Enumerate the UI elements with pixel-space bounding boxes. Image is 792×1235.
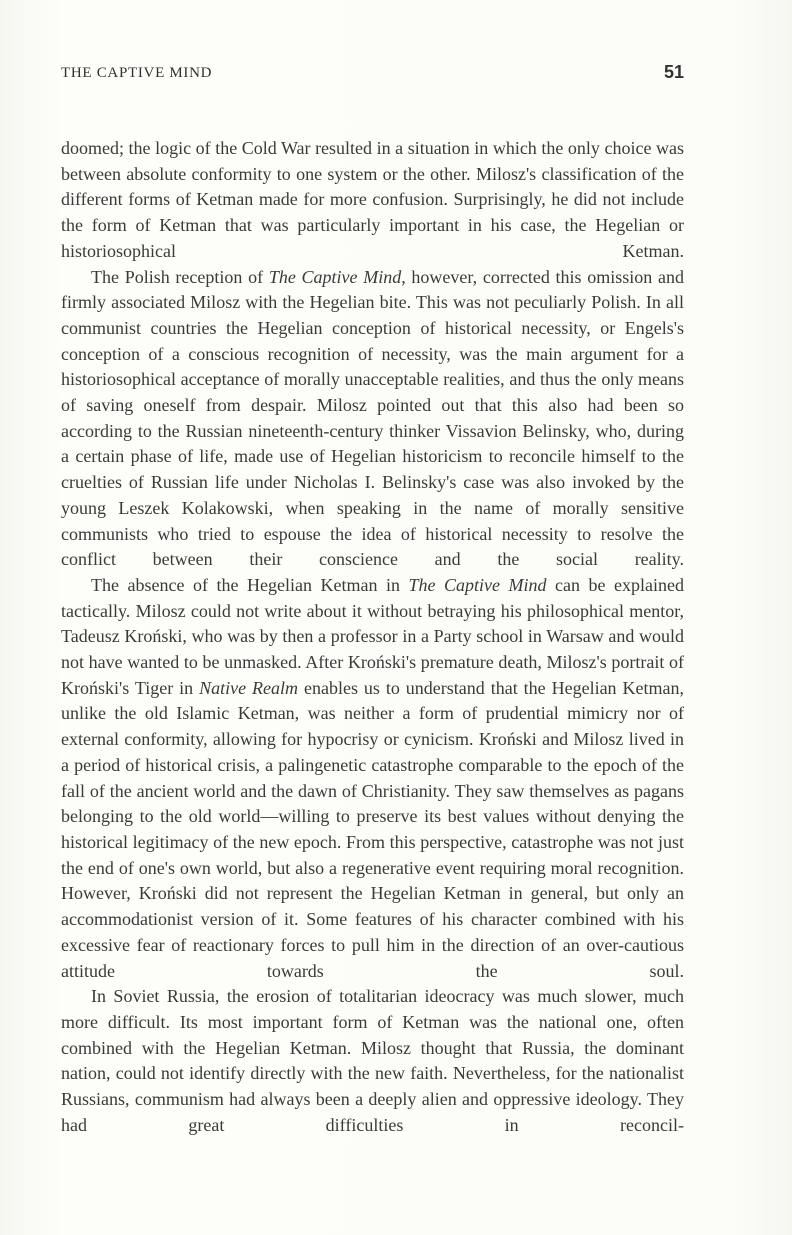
body-text <box>61 136 684 1138</box>
paragraph-3-text-rest: enables us to understand that the Hegelian Ketman, unlike the old Islamic Ketman, was neither a form of prudential mimicry nor of external conformity, allowing for hypocrisy or cynicism. Kroński and Milosz lived in a period of historical crisis, a palingenetic catastrophe comparable to the epoch of the fall of the ancient world and the dawn of Christianity. They saw themselves as pagans belonging to the old world—willing to preserve its best values without denying the historical legitimacy of the new epoch. From this perspective, catastrophe was not just the end of one's own world, but also a regenerative event requiring moral recognition. However, Kroński did not represent the Hegelian Ketman in general, but only an accommodationist version of it. Some features of his character combined with his excessive fear of reactionary forces to pull him in the direction of an over-cautious attitude towards the soul. <box>61 677 684 981</box>
paragraph-3 <box>61 573 684 984</box>
page-header <box>61 62 684 88</box>
paragraph-3-text-middle: can be explained tactically. Milosz could not write about it without betraying his philosophical mentor, Tadeusz Kroński, who was by then a professor in a Party school in Warsaw and would not have wanted to be unmasked. After Kroński's premature death, Milosz's portrait of Kroński's Tiger in <box>61 574 684 698</box>
book-title-italic: Native Realm <box>199 677 299 698</box>
paragraph-2-text-start: The Polish reception of <box>91 266 269 287</box>
paragraph-1-text: doomed; the logic of the Cold War resulted in a situation in which the only choice was between absolute conformity to one system or the other. Milosz's classification of the different forms of Ketman made for more confusion. Surprisingly, he did not include the form of Ketman that was particularly important in his case, the Hegelian or historiosophical Ketman. <box>61 138 684 261</box>
running-title: THE CAPTIVE MIND <box>61 65 213 81</box>
book-title-italic: The Captive Mind <box>408 574 547 595</box>
paragraph-2 <box>61 265 684 573</box>
paragraph-2-text-rest: , however, corrected this omission and firmly associated Milosz with the Hegelian bite. This was not peculiarly Polish. In all communist countries the Hegelian conception of historical necessity, or Engels's conception of a conscious recognition of necessity, was the main argument for a historiosophical acceptance of morally unacceptable realities, and thus the only means of saving oneself from despair. Milosz pointed out that this also had been so according to the Russian nineteenth-century thinker Vissavion Belinsky, who, during a certain phase of life, made use of Hegelian historicism to reconcile himself to the cruelties of Russian life under Nicholas I. Belinsky's case was also invoked by the young Leszek Kolakowski, when speaking in the name of morally sensitive communists who tried to espouse the idea of historical necessity to resolve the conflict between their conscience and the social reality. <box>61 266 684 570</box>
paragraph-1 <box>61 136 684 265</box>
paragraph-3-text-start: The absence of the Hegelian Ketman in <box>91 574 409 595</box>
paragraph-4 <box>61 984 684 1138</box>
page-number: 51 <box>663 62 684 82</box>
paragraph-4-text: In Soviet Russia, the erosion of totalitarian ideocracy was much slower, much more difficult. Its most important form of Ketman was the national one, often combined with the Hegelian Ketman. Milosz thought that Russia, the dominant nation, could not identify directly with the new faith. Nevertheless, for the nationalist Russians, communism had always been a deeply alien and oppressive ideology. They had great difficulties in reconcil- <box>61 986 684 1135</box>
book-title-italic: The Captive Mind <box>268 266 402 287</box>
